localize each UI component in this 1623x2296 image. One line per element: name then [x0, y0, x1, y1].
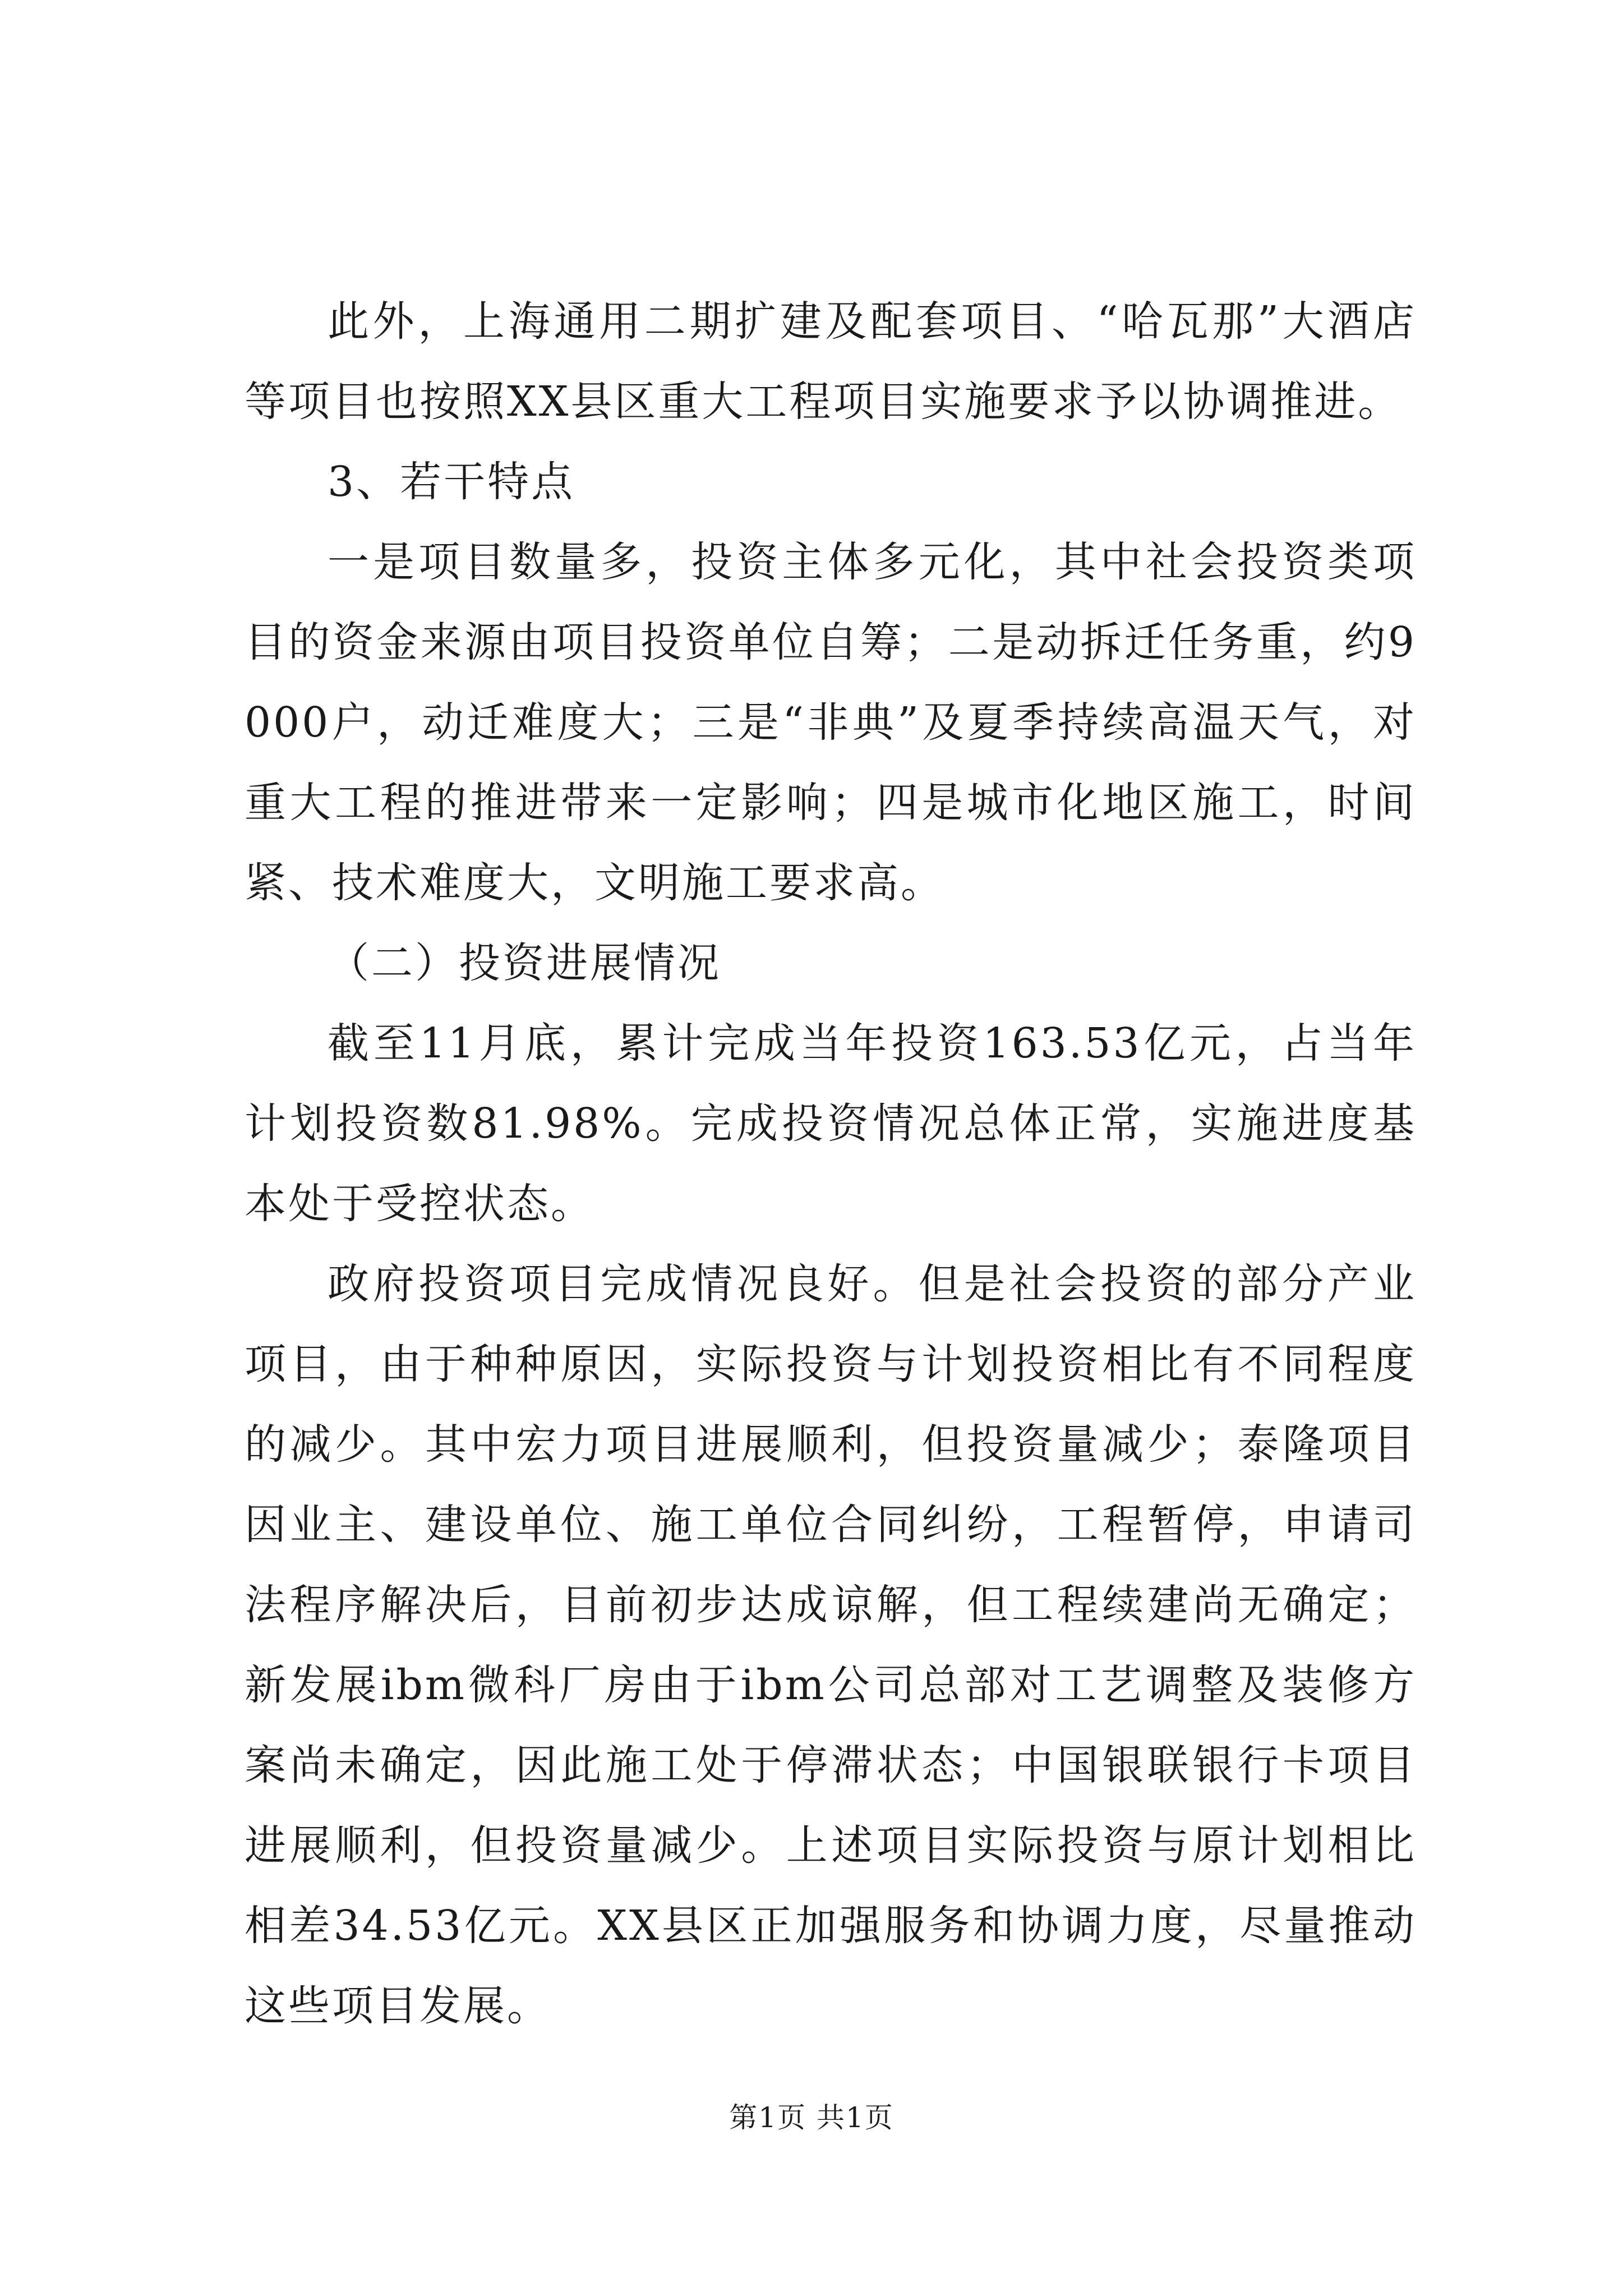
paragraph-other-projects: 此外，上海通用二期扩建及配套项目、“哈瓦那”大酒店等项目也按照XX县区重大工程项目实施要求予以协调推进。 [245, 297, 1417, 426]
heading-features: 3、若干特点 [328, 458, 575, 506]
paragraph-investment-details: 政府投资项目完成情况良好。但是社会投资的部分产业项目，由于种种原因，实际投资与计划投资相比有不同程度的减少。其中宏力项目进展顺利，但投资量减少；泰隆项目因业主、建设单位、施工单位合同纠纷，工程暂停，申请司法程序解决后，目前初步达成谅解，但工程续建尚无确定；新发展ibm微科厂房由于ibm公司总部对工艺调整及装修方案尚未确定，因此施工处于停滞状态；中国银联银行卡项目进展顺利，但投资量减少。上述项目实际投资与原计划相比相差34.53亿元。XX县区正加强服务和协调力度，尽量推动这些项目发展。 [245, 1260, 1417, 2030]
heading-investment-progress: （二）投资进展情况 [328, 939, 721, 987]
paragraph-features: 一是项目数量多，投资主体多元化，其中社会投资类项目的资金来源由项目投资单位自筹；二是动拆迁任务重，约9000户，动迁难度大；三是“非典”及夏季持续高温天气，对重大工程的推进带来一定影响；四是城市化地区施工，时间紧、技术难度大，文明施工要求高。 [245, 538, 1417, 907]
page-footer: 第1页 共1页 [729, 2101, 894, 2134]
paragraph-investment-summary: 截至11月底，累计完成当年投资163.53亿元，占当年计划投资数81.98%。完成投资情况总体正常，实施进度基本处于受控状态。 [245, 1019, 1417, 1228]
document-body [245, 282, 1417, 2046]
